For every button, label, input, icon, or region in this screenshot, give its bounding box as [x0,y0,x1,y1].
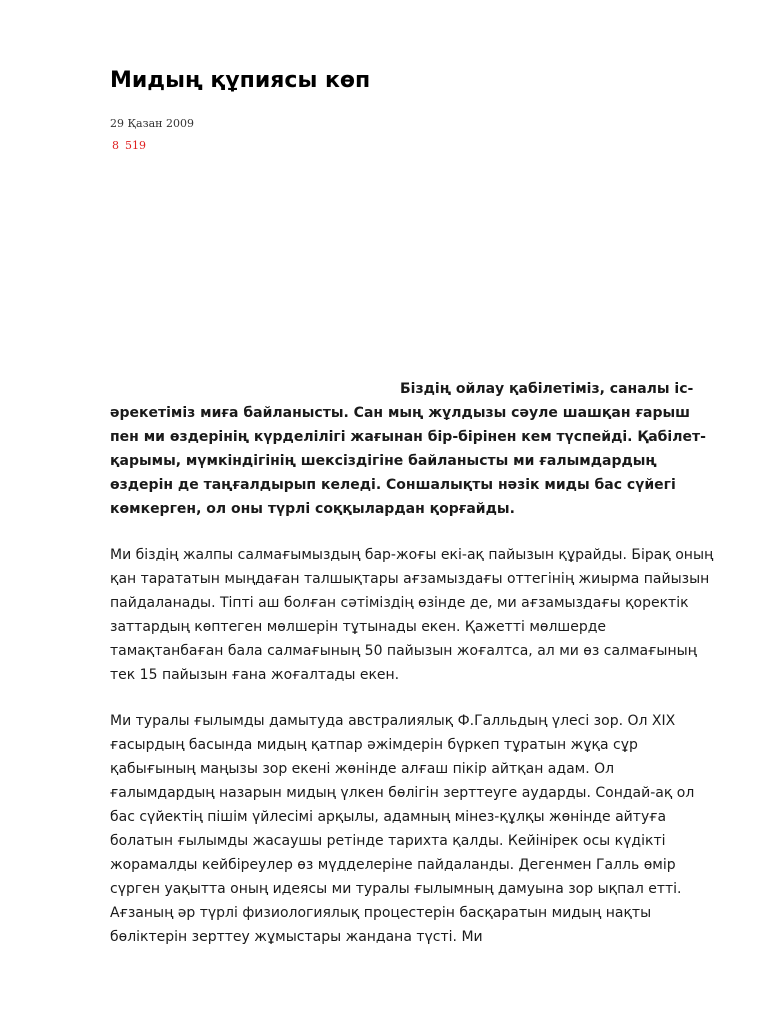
article-lead: Біздің ойлау қабілетіміз, саналы іс-әрекетіміз миға байланысты. Сан мың жұлдызы сәуле шашқан ғарыш пен ми өздерінің күрделілігі жағынан бір-бірінен кем түспейді. Қабілет-қарымы, мүмкіндігінің шексіздігіне байланысты ми ғалымдардың өздерін де таңғалдырып келеді. Соншалықты нәзік миды бас сүйегі көмкерген, ол оны түрлі соққылардан қорғайды. [110,381,706,517]
article-date: 29 Қазан 2009 [110,117,194,130]
article-image-area [110,165,716,370]
article-stats [112,139,152,153]
view-count: 519 [125,139,146,152]
article-paragraph: Ми біздің жалпы салмағымыздың бар-жоғы екі-ақ пайызын құрайды. Бірақ оның қан тарататын мыңдаған талшықтары ағзамыздағы оттегінің жиырма пайызын пайдаланады. Тіпті аш болған сәтіміздің өзінде де, ми ағзамыздағы қоректік заттардың көптеген мөлшерін тұтынады екен. Қажетті мөлшерде тамақтанбаған бала салмағының 50 пайызын жоғалтса, ал ми өз салмағының тек 15 пайызын ғана жоғалтады екен. [110,547,714,683]
article-paragraph: Ми туралы ғылымды дамытуда австралиялық Ф.Галльдың үлесі зор. Ол XIX ғасырдың басында мидың қатпар әжімдерін бүркеп тұратын жұқа сұр қабығының маңызы зор екені жөнінде алғаш пікір айтқан адам. Ол ғалымдардың назарын мидың үлкен бөлігін зерттеуге аударды. Сондай-ақ ол бас сүйектің пішім үйлесімі арқылы, адамның мінез-құлқы жөнінде айтуға болатын ғылымды жасаушы ретінде тарихта қалды. Кейінірек осы күдікті жорамалды кейбіреулер өз мүдделеріне пайдаланды. Дегенмен Галль өмір сүрген уақытта оның идеясы ми туралы ғылымның дамуына зор ықпал етті. Ағзаның әр түрлі физиологиялық процестерін басқаратын мидың нақты бөліктерін зерттеу жұмыстары жандана түсті. Ми [110,713,695,945]
comment-count[interactable]: 8 [112,139,119,152]
article-title: Мидың құпиясы көп [110,68,371,93]
